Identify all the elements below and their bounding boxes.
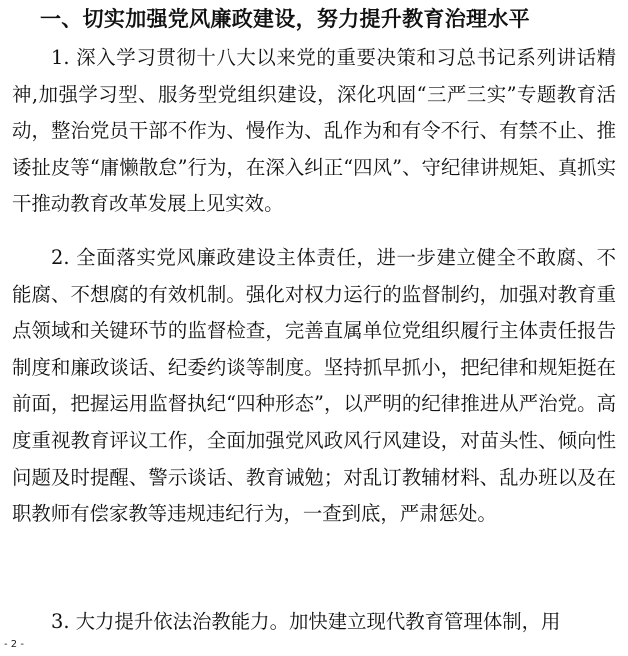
paragraph-1: 1. 深入学习贯彻十八大以来党的重要决策和习总书记系列讲话精神,加强学习型、服务型党组织建设，深化巩固“三严三实”专题教育活动，整治党员干部不作为、慢作为、乱作为和有令不行、有禁不止、推诿扯皮等“庸懒散怠”行为，在深入纠正“四风”、守纪律讲规矩、真抓实干推动教育改革发展上见实效。 xyxy=(12,46,616,216)
section-heading: 一、切实加强党风廉政建设，努力提升教育治理水平 xyxy=(40,7,530,31)
paragraph-2: 2. 全面落实党风廉政建设主体责任，进一步建立健全不敢腐、不能腐、不想腐的有效机制。强化对权力运行的监督制约，加强对教育重点领域和关键环节的监督检查，完善直属单位党组织履行主体责任报告制度和廉政谈话、纪委约谈等制度。坚持抓早抓小，把纪律和规矩挺在前面，把握运用监督执纪“四种形态”，以严明的纪律推进从严治党。高度重视教育评议工作，全面加强党风政风行风建设，对苗头性、倾向性问题及时提醒、警示谈话、教育诫勉；对乱订教辅材料、乱办班以及在职教师有偿家教等违规违纪行为，一查到底，严肃惩处。 xyxy=(12,246,616,526)
paragraph-3: 3. 大力提升依法治教能力。加快建立现代教育管理体制，用 xyxy=(51,610,561,633)
page-number: - 2 - xyxy=(4,639,24,650)
